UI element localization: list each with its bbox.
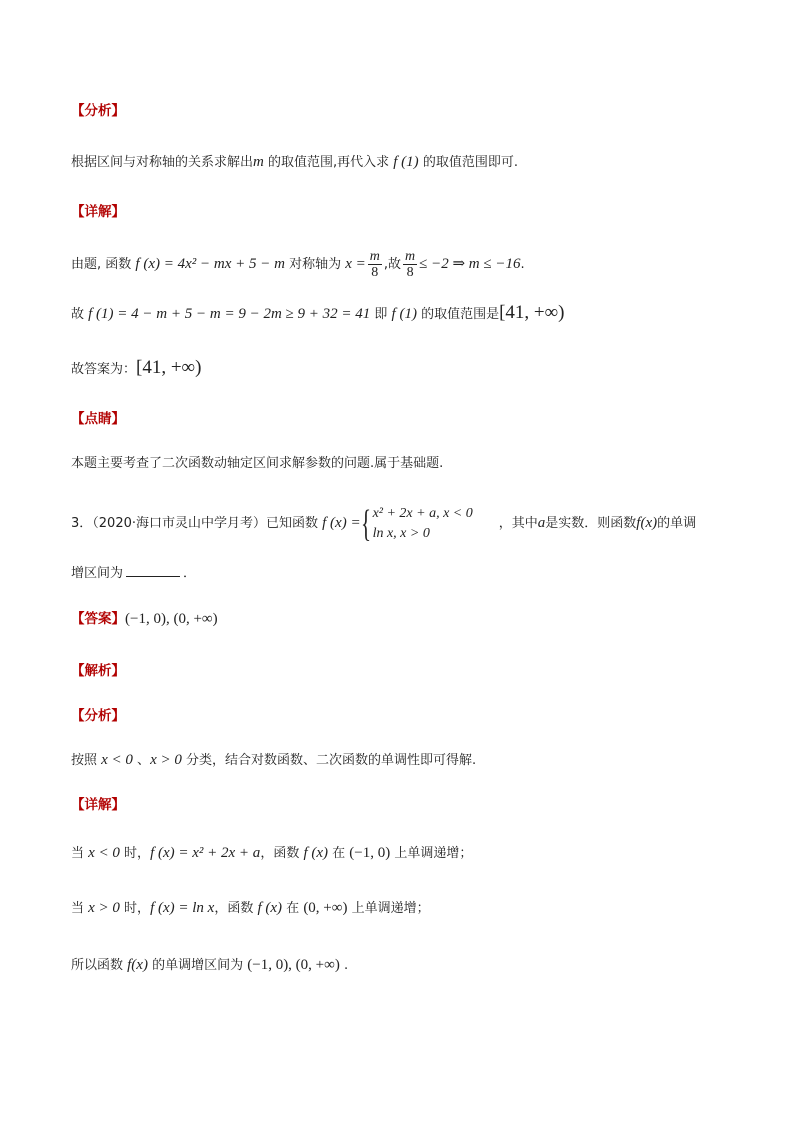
math-function: f (x) = x² + 2x + a [150, 845, 261, 861]
text-span: . [339, 958, 349, 973]
math-range: [41, +∞) [499, 302, 565, 323]
math-function: f (x) = 4x² − mx + 5 − m [135, 256, 285, 272]
text-span: 按照 [71, 753, 102, 768]
text-span: 所以函数 [71, 958, 128, 973]
text-span: ，其中 [498, 516, 538, 531]
comment-heading: 【点睛】 [71, 411, 125, 427]
math-fx: f (x) [257, 900, 283, 916]
case-1: x² + 2x + a, x < 0 [372, 505, 473, 521]
detail-line-1 [71, 247, 754, 282]
text-span: 故答案为： [71, 362, 137, 377]
q3-analysis-heading: 【分析】 [71, 708, 125, 724]
math-range: [41, +∞) [136, 357, 202, 378]
text-span: 时， [119, 846, 151, 861]
answer-blank [126, 562, 180, 577]
text-span: ，函数 [214, 901, 258, 916]
text-span: 分类，结合对数函数、二次函数的单调性即可得解. [181, 753, 477, 768]
math-function: f (x) = ln x [150, 900, 215, 916]
text-span: . [520, 257, 525, 272]
brace-icon: { [360, 502, 371, 545]
answer-value: (−1, 0), (0, +∞) [125, 611, 218, 627]
q3-detail-line-2 [71, 898, 754, 919]
math-func-lhs: f (x) = [322, 515, 361, 531]
text-span: 增区间为 [71, 566, 124, 581]
math-cond: x < 0 [101, 752, 133, 768]
math-cond: x < 0 [88, 845, 120, 861]
jiexi-heading: 【解析】 [71, 663, 125, 679]
math-f1: f (1) [391, 306, 417, 322]
math-a: a [537, 515, 546, 531]
frac-num: m [369, 249, 380, 264]
analysis-heading: 【分析】 [71, 103, 125, 119]
math-interval: (−1, 0), (0, +∞) [247, 957, 340, 973]
math-calc: f (1) = 4 − m + 5 − m = 9 − 2m ≥ 9 + 32 = 41 [88, 306, 371, 322]
answer-heading: 【答案】 [71, 611, 125, 627]
math-interval: (0, +∞) [303, 900, 348, 916]
q3-analysis-text [71, 750, 754, 771]
text-span: 上单调递增； [390, 846, 473, 861]
math-f1: f (1) [393, 154, 419, 170]
text-span: 即 [370, 307, 392, 322]
text-span: 故 [71, 307, 89, 322]
q3-detail-line-1 [71, 843, 754, 864]
text-span: 时， [119, 901, 151, 916]
text-span: 的取值范围是 [416, 307, 500, 322]
detail-line-2 [71, 303, 754, 325]
math-cond: x > 0 [150, 752, 182, 768]
math-inequality: ≤ −2 ⇒ m ≤ −16 [419, 256, 521, 272]
question-3-cont [71, 562, 754, 584]
text-span: 对称轴为 [284, 257, 346, 272]
math-fx: f(x) [636, 515, 658, 531]
math-interval: (−1, 0) [349, 845, 391, 861]
text-span: 、 [132, 753, 151, 768]
text-span: ,故 [383, 257, 401, 272]
analysis-text [71, 152, 754, 173]
q3-detail-heading: 【详解】 [71, 797, 125, 813]
fraction-m-over-8-b [403, 249, 417, 280]
piecewise-function [361, 504, 473, 544]
text-span: 在 [282, 901, 304, 916]
text-span: 在 [328, 846, 350, 861]
question-number: 3． [71, 516, 93, 531]
fraction-m-over-8 [368, 249, 382, 280]
text-span: ． [183, 566, 197, 581]
answer-row [71, 609, 754, 630]
math-fx: f (x) [303, 845, 329, 861]
text-span: 根据区间与对称轴的关系求解出 [71, 155, 254, 170]
detail-heading: 【详解】 [71, 204, 125, 220]
text-span: 由题, 函数 [71, 257, 136, 272]
text-span: 是实数．则函数 [545, 516, 637, 531]
frac-den: 8 [371, 265, 379, 280]
text-span: ，函数 [260, 846, 304, 861]
text-span: 的取值范围即可. [418, 155, 518, 170]
question-source: （2020·海口市灵山中学月考） [92, 516, 266, 531]
comment-text: 本题主要考查了二次函数动轴定区间求解参数的问题.属于基础题. [71, 456, 444, 471]
answer-line [71, 358, 754, 380]
question-3 [71, 503, 754, 543]
math-m: m [253, 154, 264, 170]
q3-conclusion [71, 955, 754, 976]
math-cond: x > 0 [88, 900, 120, 916]
frac-den: 8 [406, 265, 414, 280]
text-span: 的取值范围,再代入求 [263, 155, 394, 170]
case-2: ln x, x > 0 [372, 525, 430, 541]
text-span: 的单调增区间为 [147, 958, 248, 973]
math-axis: x = [345, 256, 366, 272]
text-span: 上单调递增； [347, 901, 430, 916]
text-span: 当 [71, 846, 89, 861]
math-fx: f(x) [127, 957, 148, 973]
frac-num: m [405, 249, 416, 264]
cases [373, 504, 473, 544]
text-span: 的单调 [657, 516, 697, 531]
text-span: 已知函数 [266, 516, 323, 531]
text-span: 当 [71, 901, 89, 916]
